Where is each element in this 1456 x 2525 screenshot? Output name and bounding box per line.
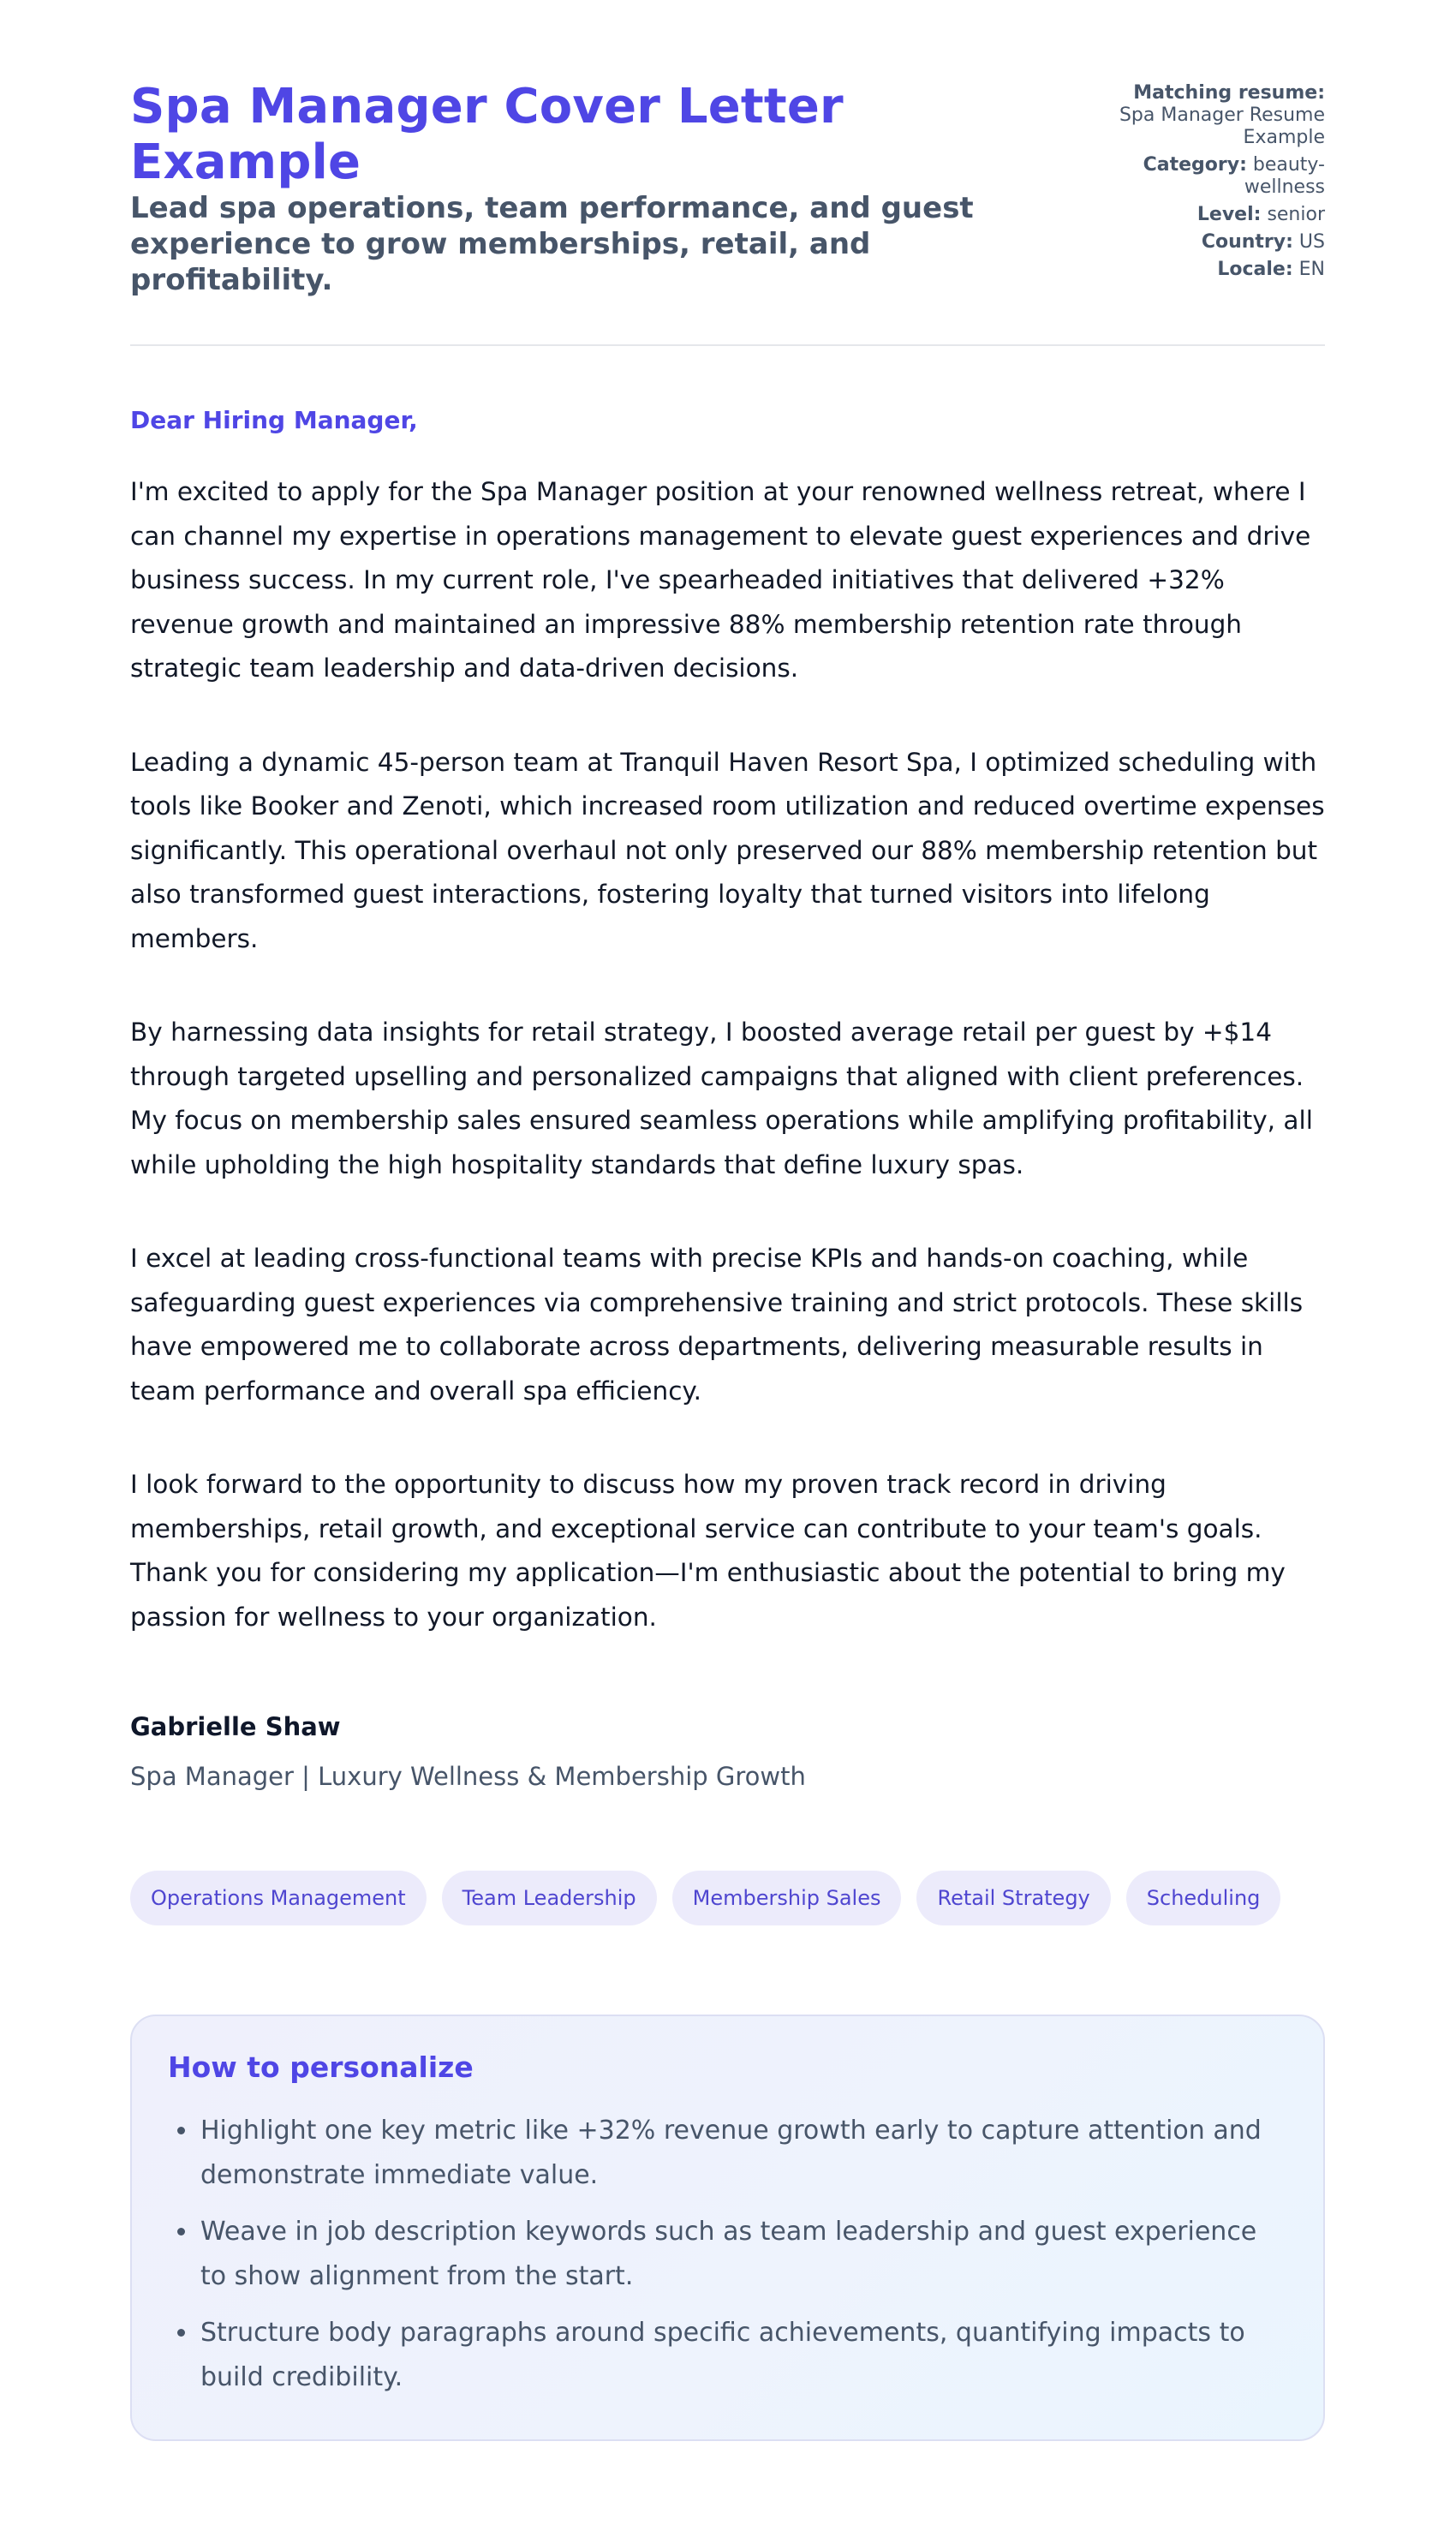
letter-body	[130, 470, 1329, 1689]
header-titles	[130, 79, 1038, 298]
skill-tag[interactable]: Retail Strategy	[916, 1871, 1110, 1925]
meta-key: Country:	[1201, 231, 1293, 253]
matching-resume-link[interactable]: Spa Manager Resume Example	[1119, 104, 1325, 148]
tips-heading: How to personalize	[168, 2050, 474, 2084]
meta-value: beauty-wellness	[1244, 154, 1325, 198]
page-title: Spa Manager Cover Letter Example	[130, 79, 844, 190]
meta-category	[1094, 154, 1325, 199]
letter-greeting: Dear Hiring Manager,	[130, 406, 418, 434]
meta-locale	[1094, 259, 1325, 281]
letter-paragraph: By harnessing data insights for retail strategy, I boosted average retail per guest by +$14 through targeted upselling and personalized campaigns that aligned with client preferences. My focus on membership sales ensured seamless operations while amplifying profitability, all while upholding the high hospitality standards that define luxury spas.	[130, 1018, 1313, 1179]
signature-title: Spa Manager | Luxury Wellness & Membership Growth	[130, 1762, 806, 1791]
meta-level	[1094, 204, 1325, 226]
signature-block	[130, 1711, 806, 1792]
meta-country	[1094, 231, 1325, 254]
letter-paragraph: I'm excited to apply for the Spa Manager position at your renowned wellness retreat, where I can channel my expertise in operations management to elevate guest experiences and drive business success. In my current role, I've spearheaded initiatives that delivered +32% revenue growth and maintained an impressive 88% membership retention rate through strategic team leadership and data-driven decisions.	[130, 477, 1311, 683]
meta-value: US	[1298, 231, 1325, 253]
skill-tag[interactable]: Team Leadership	[442, 1871, 657, 1925]
tips-list	[168, 2109, 1287, 2400]
skill-tag[interactable]: Membership Sales	[672, 1871, 902, 1925]
tip-item: • Weave in job description keywords such as team leadership and guest experience to show alignment from the start.	[199, 2210, 1287, 2299]
meta-key: Matching resume:	[1133, 82, 1325, 104]
skill-tag[interactable]: Operations Management	[130, 1871, 427, 1925]
letter-paragraph: Leading a dynamic 45-person team at Tranquil Haven Resort Spa, I optimized scheduling with tools like Booker and Zenoti, which increased room utilization and reduced overtime expenses significantly. This operational overhaul not only preserved our 88% membership retention but also transformed guest interactions, fostering loyalty that turned visitors into lifelong members.	[130, 747, 1325, 953]
tip-item: • Highlight one key metric like +32% revenue growth early to capture attention and demonstrate immediate value.	[199, 2109, 1287, 2198]
meta-value: senior	[1267, 204, 1325, 225]
meta-matching-resume	[1094, 82, 1325, 149]
page-header	[130, 79, 1325, 298]
meta-key: Category:	[1143, 154, 1247, 176]
letter-paragraph: I excel at leading cross-functional teams with precise KPIs and hands-on coaching, while safeguarding guest experiences via comprehensive training and strict protocols. These skills have empowered me to collaborate across departments, delivering measurable results in team performance and overall spa efficiency.	[130, 1244, 1304, 1406]
meta-key: Locale:	[1217, 259, 1293, 280]
header-divider	[130, 344, 1325, 346]
letter-paragraph: I look forward to the opportunity to discuss how my proven track record in driving memberships, retail growth, and exceptional service can contribute to your team's goals. Thank you for considering my application—I'm enthusiastic about the potential to bring my passion for wellness to your organization.	[130, 1470, 1286, 1632]
page-subtitle: Lead spa operations, team performance, and guest experience to grow memberships, retail, and profitability.	[130, 191, 974, 297]
tip-item: • Structure body paragraphs around specific achievements, quantifying impacts to build credibility.	[199, 2311, 1287, 2400]
personalize-tips-box	[130, 2015, 1325, 2441]
meta-value: EN	[1298, 259, 1325, 280]
skill-tag[interactable]: Scheduling	[1126, 1871, 1281, 1925]
skill-tags	[130, 1871, 1280, 1925]
signature-name: Gabrielle Shaw	[130, 1712, 341, 1741]
cover-letter-page	[130, 0, 1325, 2392]
meta-key: Level:	[1196, 204, 1262, 225]
meta-panel	[1094, 82, 1325, 286]
